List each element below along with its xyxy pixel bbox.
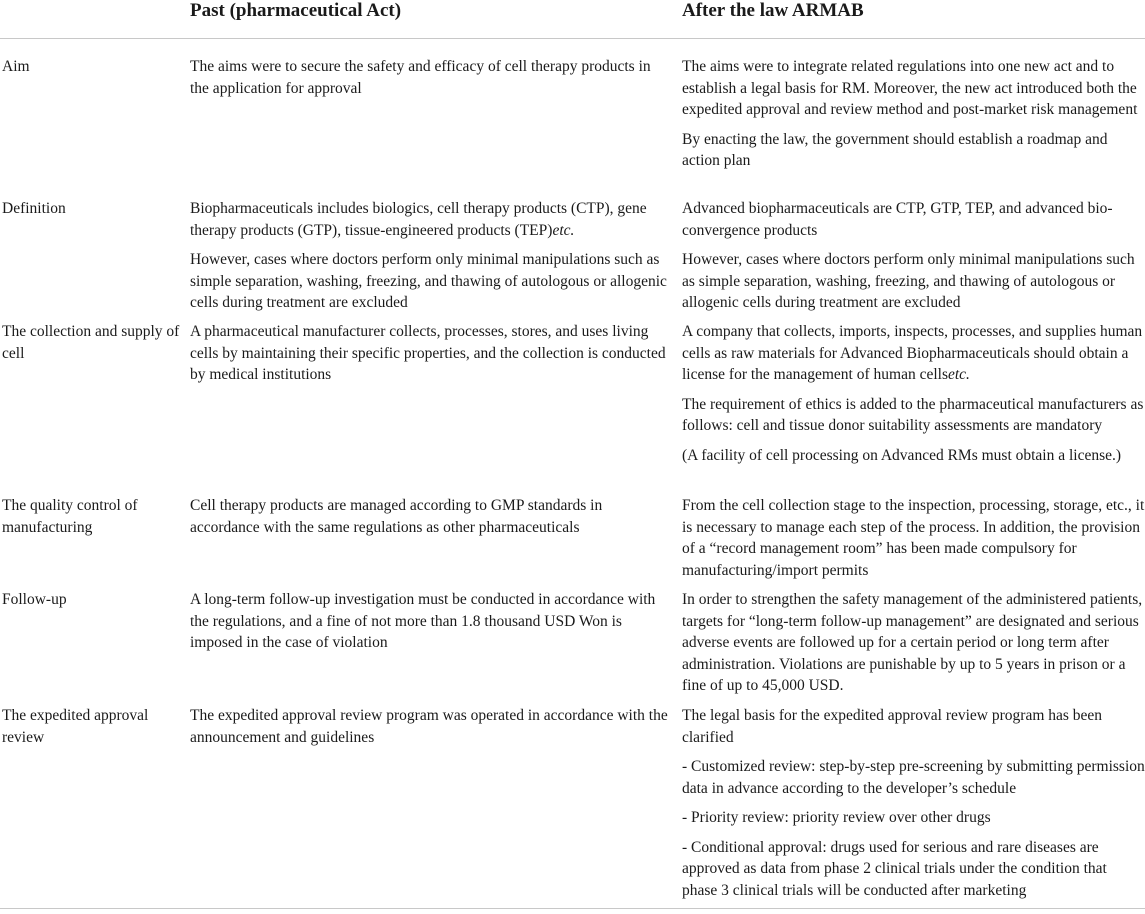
row-label: Follow-up (2, 591, 67, 608)
past-cell (190, 321, 682, 386)
header-past: Past (pharmaceutical Act) (190, 0, 402, 21)
after-cell (682, 56, 1145, 172)
row-label: The collection and supply of cell (2, 323, 180, 362)
table-row-follow-up (0, 589, 1145, 697)
table-row-definition (0, 198, 1145, 314)
table-row-expedited-review (0, 705, 1145, 901)
table-bottom-rule (0, 908, 1145, 909)
past-text: A long-term follow-up investigation must be conducted in accordance with the regulations, and a fine of not more than 1.8 thousand USD Won is imposed in the case of violation (190, 591, 656, 651)
after-text: Advanced biopharmaceuticals are CTP, GTP, TEP, and advanced bio-convergence products (682, 200, 1113, 239)
after-text: By enacting the law, the government should establish a roadmap and action plan (682, 130, 1108, 169)
past-text: However, cases where doctors perform only minimal manipulations such as simple separation, washing, freezing, and thawing of autologous or allogenic cells during treatment are excluded (190, 251, 667, 311)
past-text: The aims were to secure the safety and efficacy of cell therapy products in the application for approval (190, 58, 651, 97)
past-text: A pharmaceutical manufacturer collects, processes, stores, and uses living cells by maintaining their specific properties, and the collection is conducted by medical institutions (190, 323, 666, 383)
past-text-main: Biopharmaceuticals includes biologics, cell therapy products (CTP), gene therapy products (GTP), tissue-engineered products (TEP) (190, 200, 647, 239)
after-text: In order to strengthen the safety management of the administered patients, targets for “long-term follow-up management” are designated and serious adverse events are followed up for a certain period or long term after administration. Violations are punishable by up to 5 years in prison or a fine of up to 45,000 USD. (682, 591, 1143, 694)
row-label: Aim (2, 58, 30, 75)
after-text: The aims were to integrate related regulations into one new act and to establish a legal basis for RM. Moreover, the new act introduced both the expedited approval and review method and post-market risk management (682, 58, 1138, 118)
after-cell (682, 705, 1145, 901)
past-cell (190, 589, 682, 654)
after-text: - Customized review: step-by-step pre-screening by submitting permission data in advance according to the developer’s schedule (682, 758, 1145, 797)
row-label: Definition (2, 200, 66, 217)
table-header (0, 0, 1145, 39)
past-text-suffix: etc. (552, 221, 575, 239)
past-cell (190, 495, 682, 538)
after-cell (682, 495, 1145, 581)
after-text: However, cases where doctors perform only minimal manipulations such as simple separation, washing, freezing, and thawing of autologous or allogenic cells during treatment are excluded (682, 251, 1135, 311)
after-text: - Priority review: priority review over other drugs (682, 809, 991, 826)
after-text-suffix: etc. (947, 366, 970, 383)
after-text (682, 321, 1145, 386)
past-cell (190, 56, 682, 99)
after-text-main: A company that collects, imports, inspects, processes, and supplies human cells as raw materials for Advanced Biopharmaceuticals should obtain a license for the management of human cells (682, 323, 1143, 383)
after-cell (682, 198, 1145, 314)
after-text: The requirement of ethics is added to the pharmaceutical manufacturers as follows: cell and tissue donor suitability assessments are mandatory (682, 395, 1144, 434)
row-label: The quality control of manufacturing (2, 497, 138, 536)
row-label: The expedited approval review (2, 707, 149, 746)
past-text: Cell therapy products are managed according to GMP standards in accordance with the same regulations as other pharmaceuticals (190, 497, 603, 536)
table-row-quality-control (0, 495, 1145, 581)
after-text: From the cell collection stage to the inspection, processing, storage, etc., it is necessary to manage each step of the process. In addition, the provision of a “record management room” has been made compulsory for manufacturing/import permits (682, 497, 1145, 579)
after-cell (682, 589, 1145, 697)
table-row-collection (0, 321, 1145, 466)
table-row-aim (0, 56, 1145, 172)
past-text (190, 198, 670, 241)
header-after: After the law ARMAB (682, 0, 864, 21)
after-text: - Conditional approval: drugs used for serious and rare diseases are approved as data from phase 2 clinical trials under the condition that phase 3 clinical trials will be conducted after marketing (682, 838, 1107, 899)
past-text: The expedited approval review program was operated in accordance with the announcement and guidelines (190, 707, 668, 746)
after-cell (682, 321, 1145, 466)
past-cell (190, 705, 682, 748)
after-text: (A facility of cell processing on Advanced RMs must obtain a license.) (682, 446, 1122, 464)
after-text: The legal basis for the expedited approval review program has been clarified (682, 707, 1103, 746)
past-cell (190, 198, 682, 314)
